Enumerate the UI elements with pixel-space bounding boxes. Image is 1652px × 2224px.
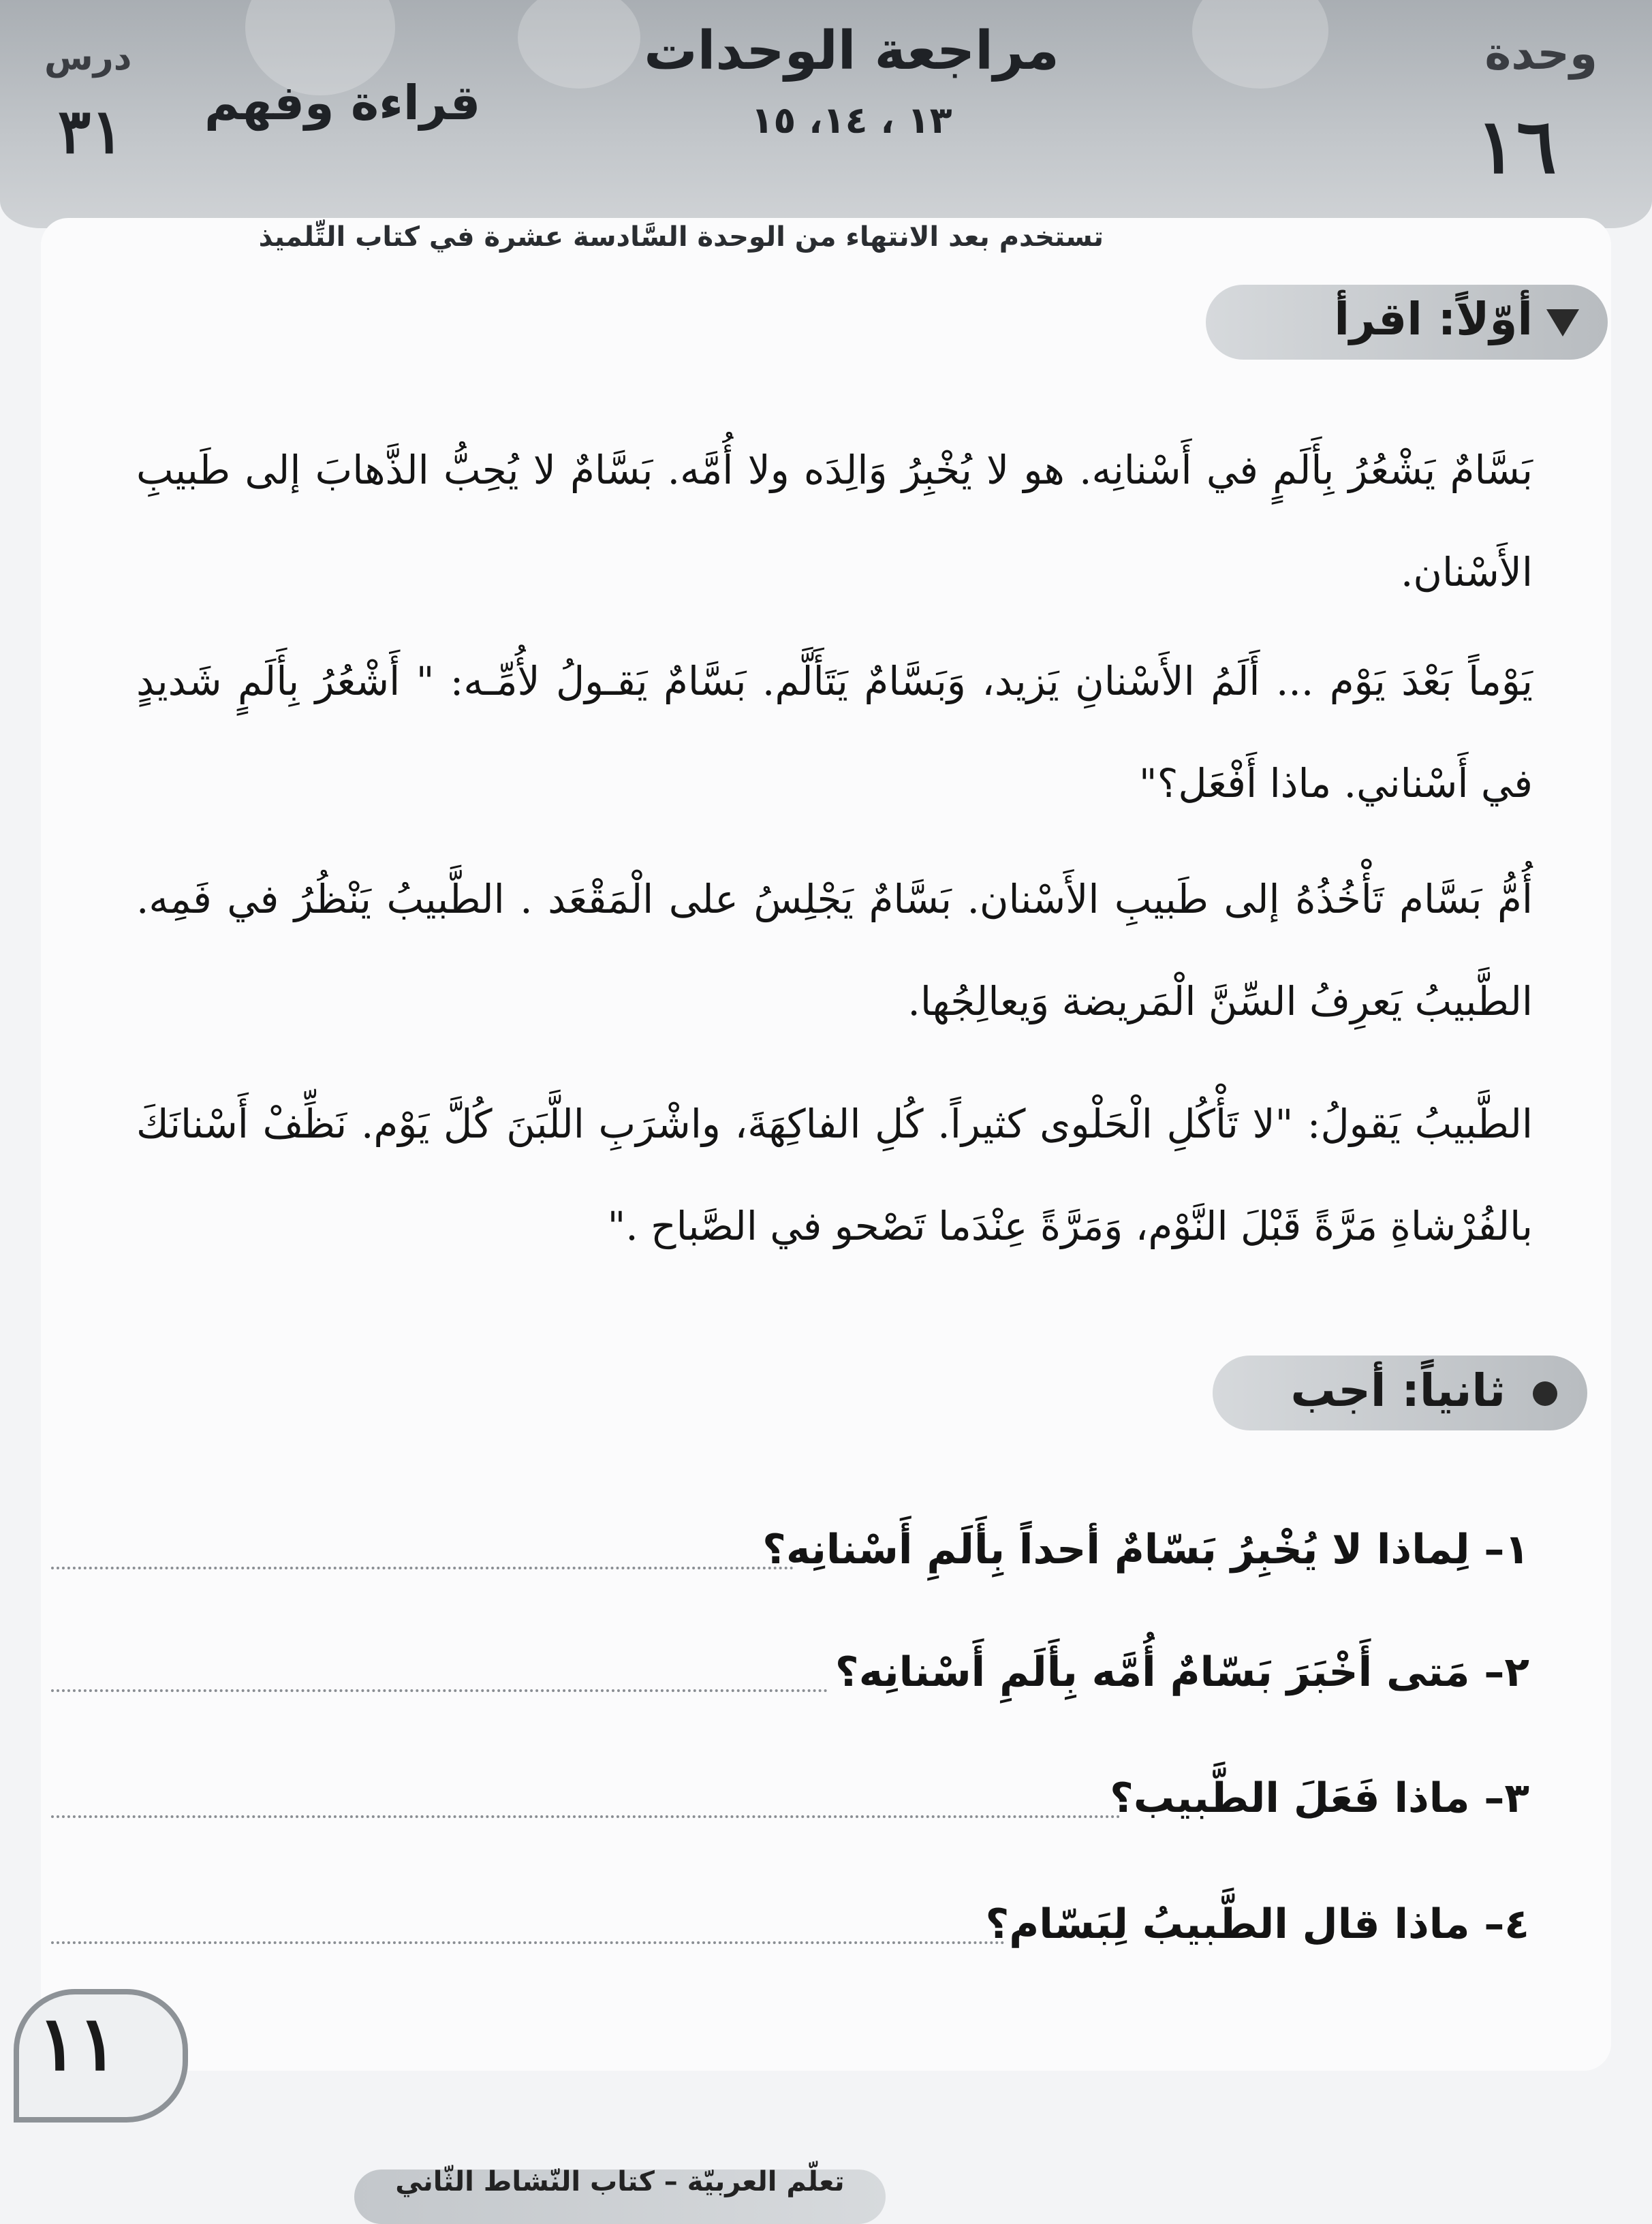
lesson-title: قراءة وفهم [204,75,481,131]
unit-number: ١٦ [1476,102,1557,190]
answer-line[interactable] [51,1567,794,1569]
book-title: تعلّم العربيّة – كتاب النّشاط الثّاني [395,2166,845,2197]
answer-line[interactable] [51,1815,1121,1818]
question-item: ٣– ماذا فَعَلَ الطَّبيب؟ [1110,1774,1529,1822]
review-title: مراجعة الوحدات [644,20,1059,82]
reading-paragraph: بَسَّامٌ يَشْعُرُ بِأَلَمٍ في أَسْنانِه. هو لا يُخْبِرُ وَالِدَه ولا أُمَّه. بَسَّامٌ لا يُحِبُّ الذَّهابَ إلى طَبيبِ الأَسْنان. [136,447,1533,595]
lesson-label: درس [44,37,132,78]
section-answer-title: ثانياً: أجب [1290,1364,1506,1417]
reading-paragraph: أُمُّ بَسَّام تَأْخُذُهُ إلى طَبيبِ الأَسْنان. بَسَّامٌ يَجْلِسُ على الْمَقْعَد . الطَّبيبُ يَنْظُرُ في فَمِه. الطَّبيبُ يَعرِفُ السِّنَّ الْمَريضة وَيعالِجُها. [136,876,1533,1024]
reading-paragraph: الطَّبيبُ يَقولُ: "لا تَأْكُلِ الْحَلْوى كثيراً. كُلِ الفاكِهَةَ، واشْرَبِ اللَّبَنَ كُلَّ يَوْم. نَظِّفْ أَسْنانَكَ بالفُرْشاةِ مَرَّةً قَبْلَ النَّوْم، وَمَرَّةً عِنْدَما تَصْحو في الصَّباح ." [136,1101,1533,1249]
review-units: ١٣ ، ١٤، ١٥ [751,99,952,142]
page-number: ١١ [37,1999,119,2087]
dot-bullet-icon [1533,1381,1557,1406]
question-item: ٢– مَتى أَخْبَرَ بَسّامٌ أُمَّه بِأَلَمِ أَسْنانِه؟ [835,1648,1529,1696]
reading-paragraph: يَوْماً بَعْدَ يَوْم ... أَلَمُ الأَسْنانِ يَزيد، وَبَسَّامٌ يَتَأَلَّم. بَسَّامٌ يَقـولُ لأُمِّـه: " أَشْعُرُ بِأَلَمٍ شَديدٍ في أَسْناني. ماذا أَفْعَل؟" [136,658,1533,806]
triangle-bullet-icon [1546,309,1579,336]
unit-label: وحدة [1484,27,1598,80]
answer-line[interactable] [51,1941,1005,1944]
answer-line[interactable] [51,1689,828,1692]
usage-note: تستخدم بعد الانتهاء من الوحدة السَّادسة عشرة في كتاب التِّلميذ [258,221,1104,253]
question-item: ١– لِماذا لا يُخْبِرُ بَسّامٌ أحداً بِأَلَمِ أَسْنانِه؟ [762,1526,1529,1573]
lesson-number: ٣١ [58,95,124,168]
question-item: ٤– ماذا قال الطَّبيبُ لِبَسّام؟ [985,1900,1529,1948]
section-read-title: أوّلاً: اقرأ [1334,293,1533,345]
